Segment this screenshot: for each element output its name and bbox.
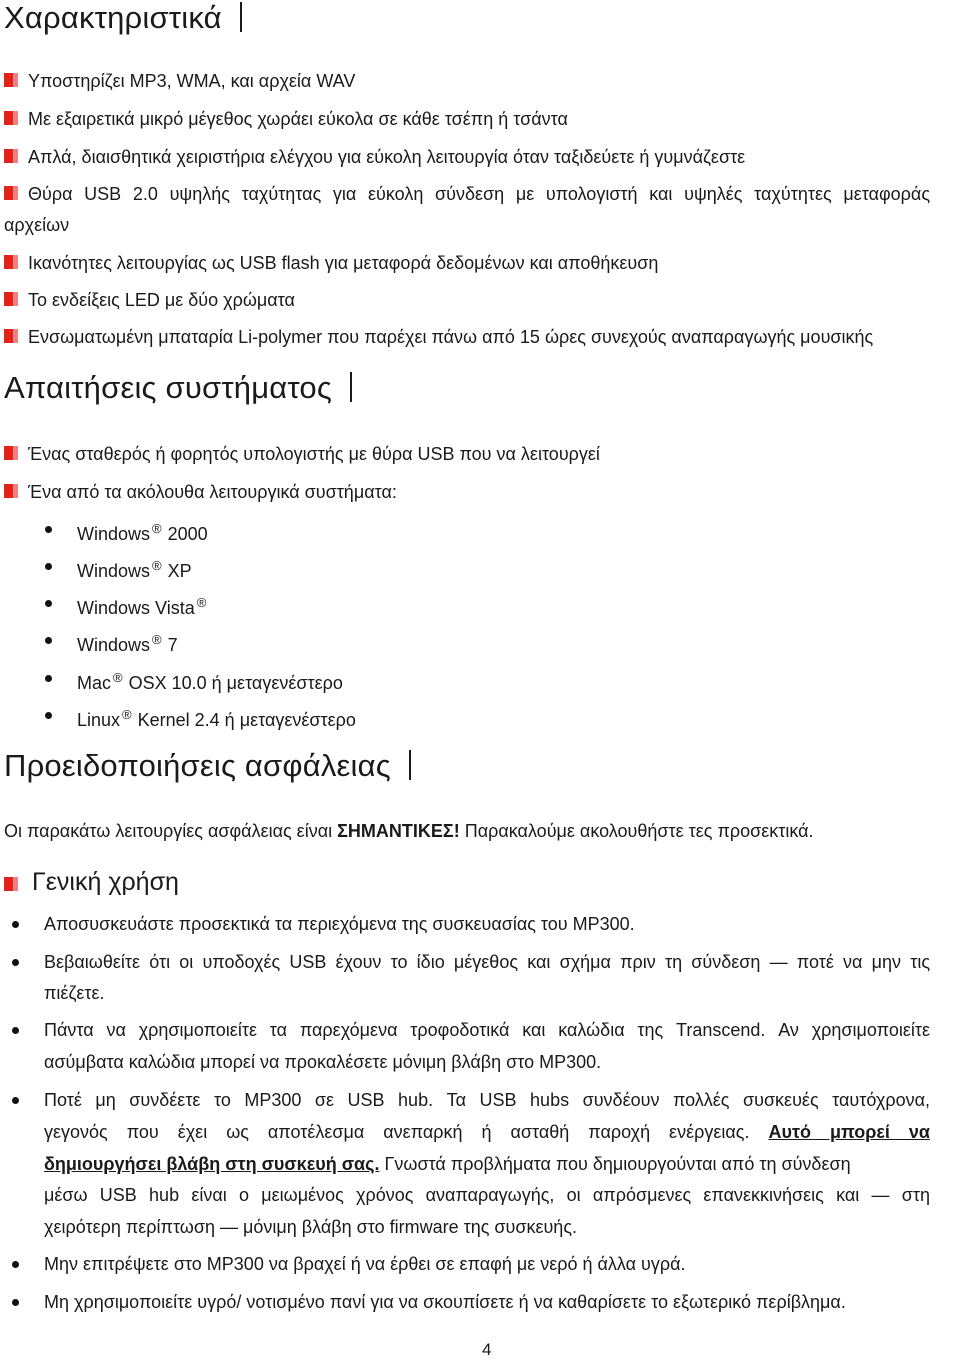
feature-item: Ενσωματωμένη μπαταρία Li-polymer που παρέχει πάνω από 15 ώρες συνεχούς αναπαραγωγής μουσικής bbox=[28, 327, 874, 347]
safety-bullet: Ποτέ μη συνδέετε το MP300 σε USB hub. Τα USB hubs συνδέουν πολλές συσκευές ταυτόχρονα, bbox=[44, 1090, 930, 1110]
red-square-bullet-icon bbox=[4, 484, 18, 498]
red-square-bullet-icon bbox=[4, 255, 18, 269]
safety-bullet: Πάντα να χρησιμοποιείτε τα παρεχόμενα τροφοδοτικά και καλώδια της Transcend. Αν χρησιμοποιείτε bbox=[44, 1020, 930, 1040]
safety-bullet: Βεβαιωθείτε ότι οι υποδοχές USB έχουν το ίδιο μέγεθος και σχήμα πριν τη σύνδεση — ποτέ να μην τις bbox=[44, 952, 930, 972]
black-dot-icon bbox=[12, 959, 19, 966]
general-use-heading: Γενική χρήση bbox=[32, 868, 179, 896]
red-square-bullet-icon bbox=[4, 329, 18, 343]
feature-item: Με εξαιρετικά μικρό μέγεθος χωράει εύκολα σε κάθε τσέπη ή τσάντα bbox=[28, 109, 568, 129]
feature-item-continuation: αρχείων bbox=[4, 215, 70, 235]
safety-bullet-continuation: χειρότερη περίπτωση — μόνιμη βλάβη στο firmware της συσκευής. bbox=[44, 1217, 577, 1237]
red-square-bullet-icon bbox=[4, 446, 18, 460]
os-item: Windows ® XP bbox=[77, 558, 192, 581]
os-item: Windows ® 2000 bbox=[77, 521, 208, 544]
os-item: Windows ® 7 bbox=[77, 632, 178, 655]
black-dot-icon bbox=[45, 675, 52, 682]
black-dot-icon bbox=[12, 1261, 19, 1268]
features-heading: Χαρακτηριστικά bbox=[4, 0, 242, 36]
feature-item: Υποστηρίζει MP3, WMA, και αρχεία WAV bbox=[28, 71, 356, 91]
page-number: 4 bbox=[482, 1340, 492, 1359]
safety-bullet-continuation: δημιουργήσει βλάβη στη συσκευή σας. Γνωστά προβλήματα που δημιουργούνται από τη σύνδεση bbox=[44, 1154, 851, 1174]
black-dot-icon bbox=[45, 563, 52, 570]
red-square-bullet-icon bbox=[4, 292, 18, 306]
requirements-heading: Απαιτήσεις συστήματος bbox=[4, 370, 352, 406]
red-square-bullet-icon bbox=[4, 877, 18, 891]
black-dot-icon bbox=[45, 600, 52, 607]
requirement-item: Ένας σταθερός ή φορητός υπολογιστής με θύρα USB που να λειτουργεί bbox=[28, 444, 600, 464]
os-item: Windows Vista ® bbox=[77, 595, 207, 618]
red-square-bullet-icon bbox=[4, 149, 18, 163]
red-square-bullet-icon bbox=[4, 186, 18, 200]
black-dot-icon bbox=[45, 526, 52, 533]
requirement-item: Ένα από τα ακόλουθα λειτουργικά συστήματα: bbox=[28, 482, 397, 502]
os-item: Mac ® OSX 10.0 ή μεταγενέστερο bbox=[77, 670, 343, 693]
safety-heading: Προειδοποιήσεις ασφάλειας bbox=[4, 748, 411, 784]
black-dot-icon bbox=[12, 1097, 19, 1104]
black-dot-icon bbox=[12, 1027, 19, 1034]
black-dot-icon bbox=[45, 637, 52, 644]
safety-intro: Οι παρακάτω λειτουργίες ασφάλειας είναι ΣΗΜΑΝΤΙΚΕΣ! Παρακαλούμε ακολουθήστε τες προσεκτικά. bbox=[4, 821, 814, 841]
safety-bullet-continuation: ασύμβατα καλώδια μπορεί να προκαλέσετε μόνιμη βλάβη στο MP300. bbox=[44, 1052, 602, 1072]
red-square-bullet-icon bbox=[4, 73, 18, 87]
feature-item: Το ενδείξεις LED με δύο χρώματα bbox=[28, 290, 295, 310]
black-dot-icon bbox=[12, 921, 19, 928]
feature-item: Θύρα USB 2.0 υψηλής ταχύτητας για εύκολη σύνδεση με υπολογιστή και υψηλές ταχύτητες μεταφοράς bbox=[28, 184, 930, 204]
black-dot-icon bbox=[45, 712, 52, 719]
safety-bullet: Μη χρησιμοποιείτε υγρό/ νοτισμένο πανί για να σκουπίσετε ή να καθαρίσετε το εξωτερικό περίβλημα. bbox=[44, 1292, 846, 1312]
safety-bullet: Αποσυσκευάστε προσεκτικά τα περιεχόμενα της συσκευασίας του MP300. bbox=[44, 914, 635, 934]
red-square-bullet-icon bbox=[4, 111, 18, 125]
black-dot-icon bbox=[12, 1299, 19, 1306]
safety-bullet-continuation: πιέζετε. bbox=[44, 983, 105, 1003]
safety-bullet: Μην επιτρέψετε στο MP300 να βραχεί ή να έρθει σε επαφή με νερό ή άλλα υγρά. bbox=[44, 1254, 686, 1274]
feature-item: Απλά, διαισθητικά χειριστήρια ελέγχου για εύκολη λειτουργία όταν ταξιδεύετε ή γυμνάζεστε bbox=[28, 147, 746, 167]
safety-bullet-continuation: γεγονός που έχει ως αποτέλεσμα ανεπαρκή ή ασταθή παροχή ενέργειας. Αυτό μπορεί να bbox=[44, 1122, 930, 1142]
feature-item: Ικανότητες λειτουργίας ως USB flash για μεταφορά δεδομένων και αποθήκευση bbox=[28, 253, 659, 273]
safety-bullet-continuation: μέσω USB hub είναι ο μειωμένος χρόνος αναπαραγωγής, οι απρόσμενες επανεκκινήσεις και — στη bbox=[44, 1185, 930, 1205]
os-item: Linux ® Kernel 2.4 ή μεταγενέστερο bbox=[77, 707, 356, 730]
